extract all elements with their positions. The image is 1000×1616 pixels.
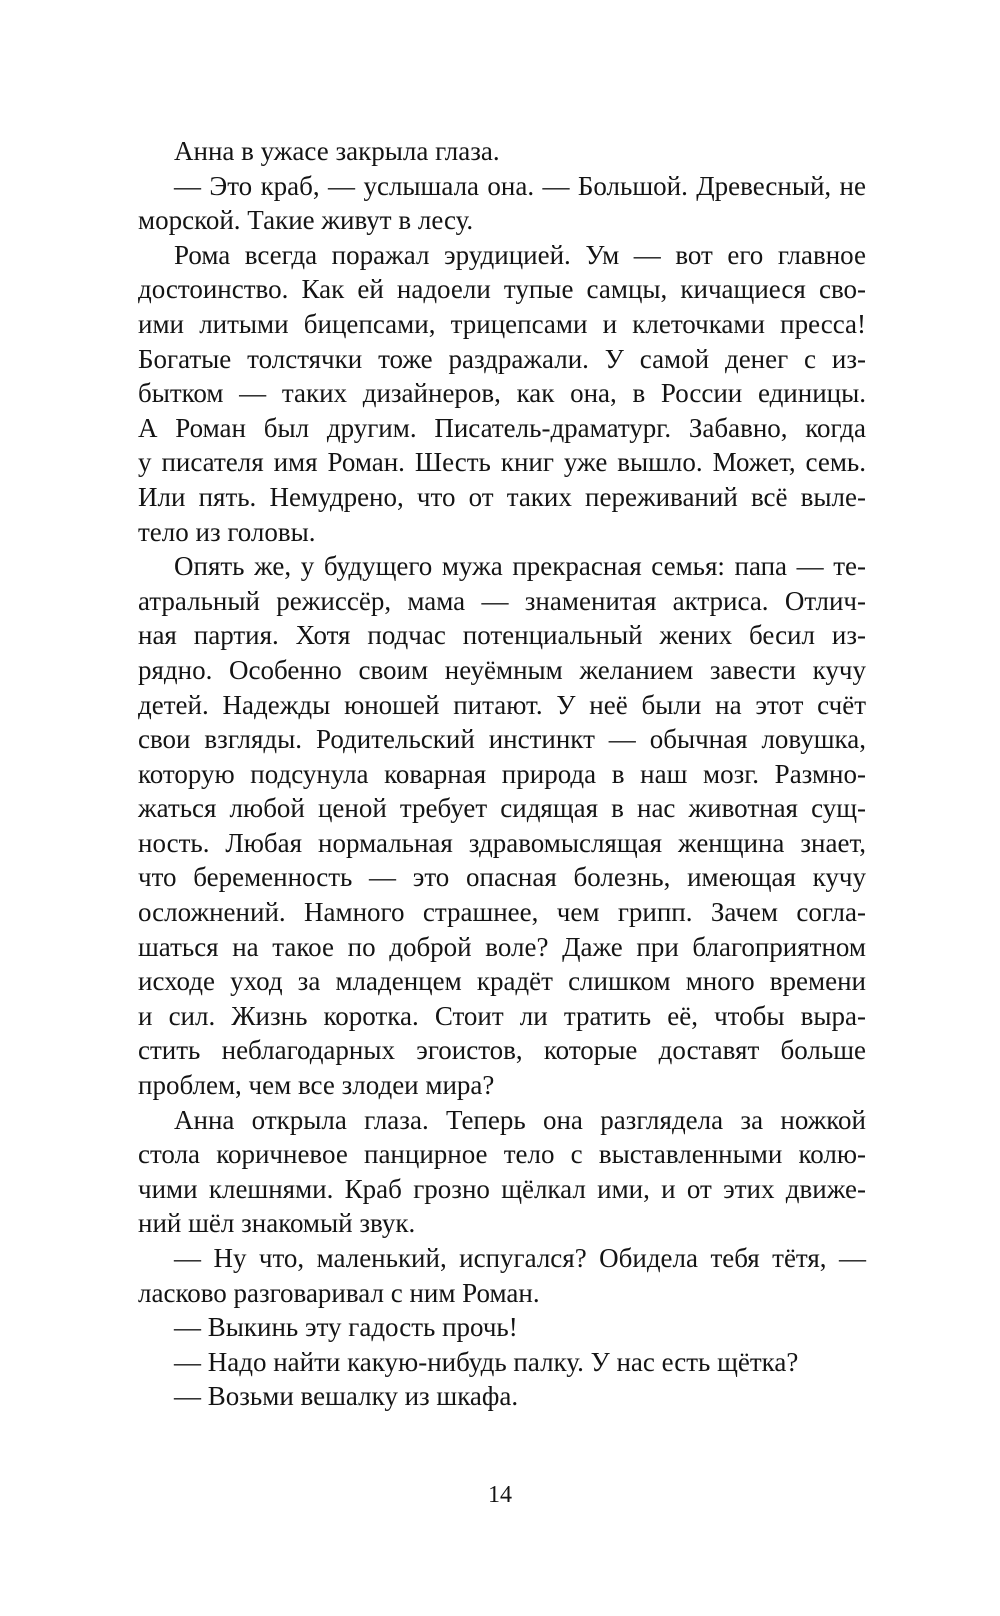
- text-line: ими литыми бицепсами, трицепсами и клеточками пресса!: [138, 308, 866, 339]
- text-line: и сил. Жизнь коротка. Стоит ли тратить её, чтобы выра-: [138, 1000, 866, 1031]
- text-line: которую подсунула коварная природа в наш мозг. Размно-: [138, 758, 866, 789]
- text-line: — Это краб, — услышала она. — Большой. Древесный, не: [174, 170, 866, 201]
- text-line: исходе уход за младенцем крадёт слишком много времени: [138, 966, 866, 997]
- text-line: ний шёл знакомый звук.: [138, 1208, 416, 1239]
- text-line: — Надо найти какую-нибудь палку. У нас есть щётка?: [174, 1346, 799, 1377]
- text-line: Или пять. Немудрено, что от таких переживаний всё выле-: [138, 481, 866, 512]
- text-line: осложнений. Намного страшнее, чем грипп. Зачем согла-: [138, 897, 866, 928]
- text-line: стола коричневое панцирное тело с выставленными колю-: [138, 1139, 866, 1170]
- text-line: стить неблагодарных эгоистов, которые доставят больше: [138, 1035, 866, 1066]
- page-number: 14: [488, 1482, 512, 1508]
- text-line: Анна в ужасе закрыла глаза.: [174, 136, 500, 166]
- text-line: атральный режиссёр, мама — знаменитая актриса. Отлич-: [138, 585, 866, 616]
- text-line: рядно. Особенно своим неуёмным желанием завести кучу: [138, 654, 866, 685]
- page-body-text: [138, 134, 866, 1414]
- text-line: достоинство. Как ей надоели тупые самцы, кичащиеся сво-: [138, 274, 866, 305]
- text-line: у писателя имя Роман. Шесть книг уже вышло. Может, семь.: [138, 447, 866, 478]
- text-line: Опять же, у будущего мужа прекрасная семья: папа — те-: [174, 551, 866, 582]
- text-line: — Возьми вешалку из шкафа.: [174, 1381, 519, 1412]
- text-line: А Роман был другим. Писатель-драматург. Забавно, когда: [138, 412, 866, 443]
- text-line: свои взгляды. Родительский инстинкт — обычная ловушка,: [138, 724, 866, 755]
- text-line: жаться любой ценой требует сидящая в нас животная сущ-: [138, 793, 866, 824]
- text-line: ная партия. Хотя подчас потенциальный жених бесил из-: [138, 620, 866, 651]
- text-line: ласково разговаривал с ним Роман.: [138, 1277, 540, 1308]
- text-line: детей. Надежды юношей питают. У неё были на этот счёт: [138, 689, 866, 720]
- text-line: что беременность — это опасная болезнь, имеющая кучу: [138, 862, 866, 893]
- text-line: чими клешнями. Краб грозно щёлкал ими, и от этих движе-: [138, 1173, 866, 1204]
- text-line: проблем, чем все злодеи мира?: [138, 1070, 495, 1101]
- text-line: тело из головы.: [138, 516, 316, 547]
- text-line: морской. Такие живут в лесу.: [138, 205, 474, 236]
- text-line: — Ну что, маленький, испугался? Обидела тебя тётя, —: [174, 1243, 866, 1273]
- text-line: Анна открыла глаза. Теперь она разглядела за ножкой: [174, 1104, 866, 1135]
- text-line: — Выкинь эту гадость прочь!: [174, 1312, 518, 1343]
- text-line: бытком — таких дизайнеров, как она, в России единицы.: [138, 378, 866, 409]
- text-line: Богатые толстячки тоже раздражали. У самой денег с из-: [138, 343, 866, 374]
- text-line: ность. Любая нормальная здравомыслящая женщина знает,: [138, 827, 866, 858]
- text-line: Рома всегда поражал эрудицией. Ум — вот его главное: [174, 239, 866, 270]
- text-line: шаться на такое по доброй воле? Даже при благоприятном: [138, 931, 866, 962]
